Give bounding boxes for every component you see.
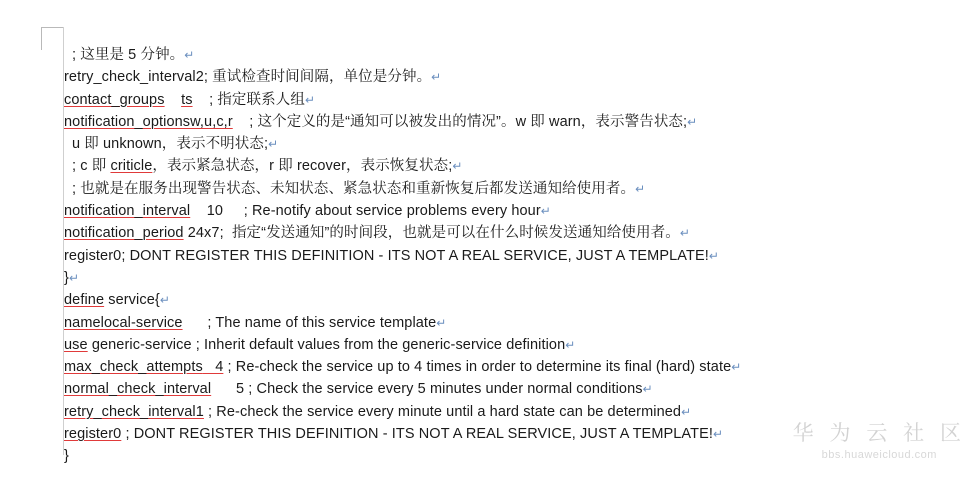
paragraph-mark-icon: ↵: [679, 226, 690, 241]
line-text: ; DONT REGISTER THIS DEFINITION - ITS NOT A REAL SERVICE, JUST A TEMPLATE!: [121, 426, 713, 443]
document-line: [64, 44, 944, 66]
watermark-url: bbs.huaweicloud.com: [821, 449, 937, 461]
spellcheck-term: contact_groups: [64, 91, 165, 108]
document-body: [64, 44, 944, 468]
document-line: [64, 178, 944, 200]
paragraph-mark-icon: ↵: [565, 337, 576, 352]
paragraph-mark-icon: ↵: [540, 204, 551, 219]
paragraph-mark-icon: ↵: [304, 92, 316, 107]
page-corner-mark: [41, 27, 64, 50]
spellcheck-term: use: [64, 336, 88, 353]
line-text: }: [64, 448, 69, 465]
paragraph-mark-icon: ↵: [431, 70, 442, 85]
paragraph-mark-icon: ↵: [184, 48, 195, 62]
document-line: [64, 289, 944, 311]
paragraph-mark-icon: ↵: [436, 315, 447, 330]
document-line: [64, 111, 944, 133]
line-text: ; 这里是 5 分钟。: [72, 47, 185, 63]
line-text: 24x7; 指定“发送通知”的时间段，也就是可以在什么时候发送通知给使用者。: [183, 225, 680, 242]
paragraph-mark-icon: ↵: [159, 293, 170, 308]
document-line: [64, 356, 944, 378]
spellcheck-term: notification_optionsw,u,c,r: [64, 113, 233, 130]
document-line: [64, 378, 944, 400]
document-line: [64, 200, 944, 222]
document-line: [64, 222, 944, 244]
paragraph-mark-icon: ↵: [68, 270, 80, 285]
watermark-title: 华 为 云 社 区: [792, 422, 966, 445]
line-text: u 即 unknown，表示不明状态;: [72, 136, 269, 153]
spellcheck-term: criticle: [110, 158, 153, 175]
paragraph-mark-icon: ↵: [452, 159, 463, 174]
document-line: [64, 312, 944, 334]
line-text: ; Re-check the service every minute until a hard state can be determined: [203, 403, 682, 420]
line-text: ; 也就是在服务出现警告状态、未知状态、紧急状态和重新恢复后都发送通知给使用者。: [72, 180, 636, 197]
paragraph-mark-icon: ↵: [712, 427, 724, 442]
document-line: [64, 267, 944, 289]
line-text: generic-service ; Inherit default values from the generic-service definition: [87, 336, 566, 353]
line-text: ; 指定联系人组: [192, 91, 305, 108]
spellcheck-term: notification_period: [64, 225, 184, 242]
line-text: ; Re-check the service up to 4 times in order to determine its final (hard) state: [223, 359, 732, 376]
spellcheck-term: 4: [202, 359, 224, 376]
line-text: service{: [104, 292, 160, 309]
line-text: [165, 92, 182, 108]
watermark: [793, 417, 966, 461]
spellcheck-term: define: [64, 292, 105, 309]
line-text: 10 ; Re-notify about service problems every hour: [190, 203, 541, 220]
paragraph-mark-icon: ↵: [635, 181, 646, 196]
line-text: }: [64, 269, 69, 286]
paragraph-mark-icon: ↵: [708, 248, 719, 263]
line-text: ，表示紧急状态，r 即 recover，表示恢复状态;: [152, 158, 453, 175]
paragraph-mark-icon: ↵: [731, 360, 742, 375]
line-text: ; The name of this service template: [182, 314, 437, 331]
paragraph-mark-icon: ↵: [681, 404, 692, 419]
paragraph-mark-icon: ↵: [268, 137, 279, 152]
line-text: 5 ; Check the service every 5 minutes under normal conditions: [211, 381, 643, 398]
line-text: ; c 即: [72, 158, 111, 175]
line-text: ; 这个定义的是“通知可以被发出的情况”。w 即 warn，表示警告状态;: [232, 113, 688, 130]
line-text: register0; DONT REGISTER THIS DEFINITION - ITS NOT A REAL SERVICE, JUST A TEMPLATE!: [64, 247, 709, 264]
spellcheck-term: normal_check_interval: [64, 381, 212, 398]
spellcheck-term: namelocal-service: [64, 314, 183, 331]
document-line: [64, 334, 944, 356]
document-line: [64, 133, 944, 155]
spellcheck-term: notification_interval: [64, 203, 191, 220]
paragraph-mark-icon: ↵: [687, 114, 698, 129]
spellcheck-term: retry_check_interval1: [64, 403, 204, 420]
document-line: [64, 245, 944, 267]
spellcheck-term: max_check_attempts: [64, 359, 203, 376]
line-text: retry_check_interval2; 重试检查时间间隔，单位是分钟。: [64, 69, 432, 86]
document-line: [64, 66, 944, 88]
paragraph-mark-icon: ↵: [642, 382, 653, 397]
document-line: [64, 155, 944, 177]
spellcheck-term: register0: [64, 426, 122, 443]
document-line: [64, 89, 944, 111]
spellcheck-term: ts: [181, 91, 193, 108]
